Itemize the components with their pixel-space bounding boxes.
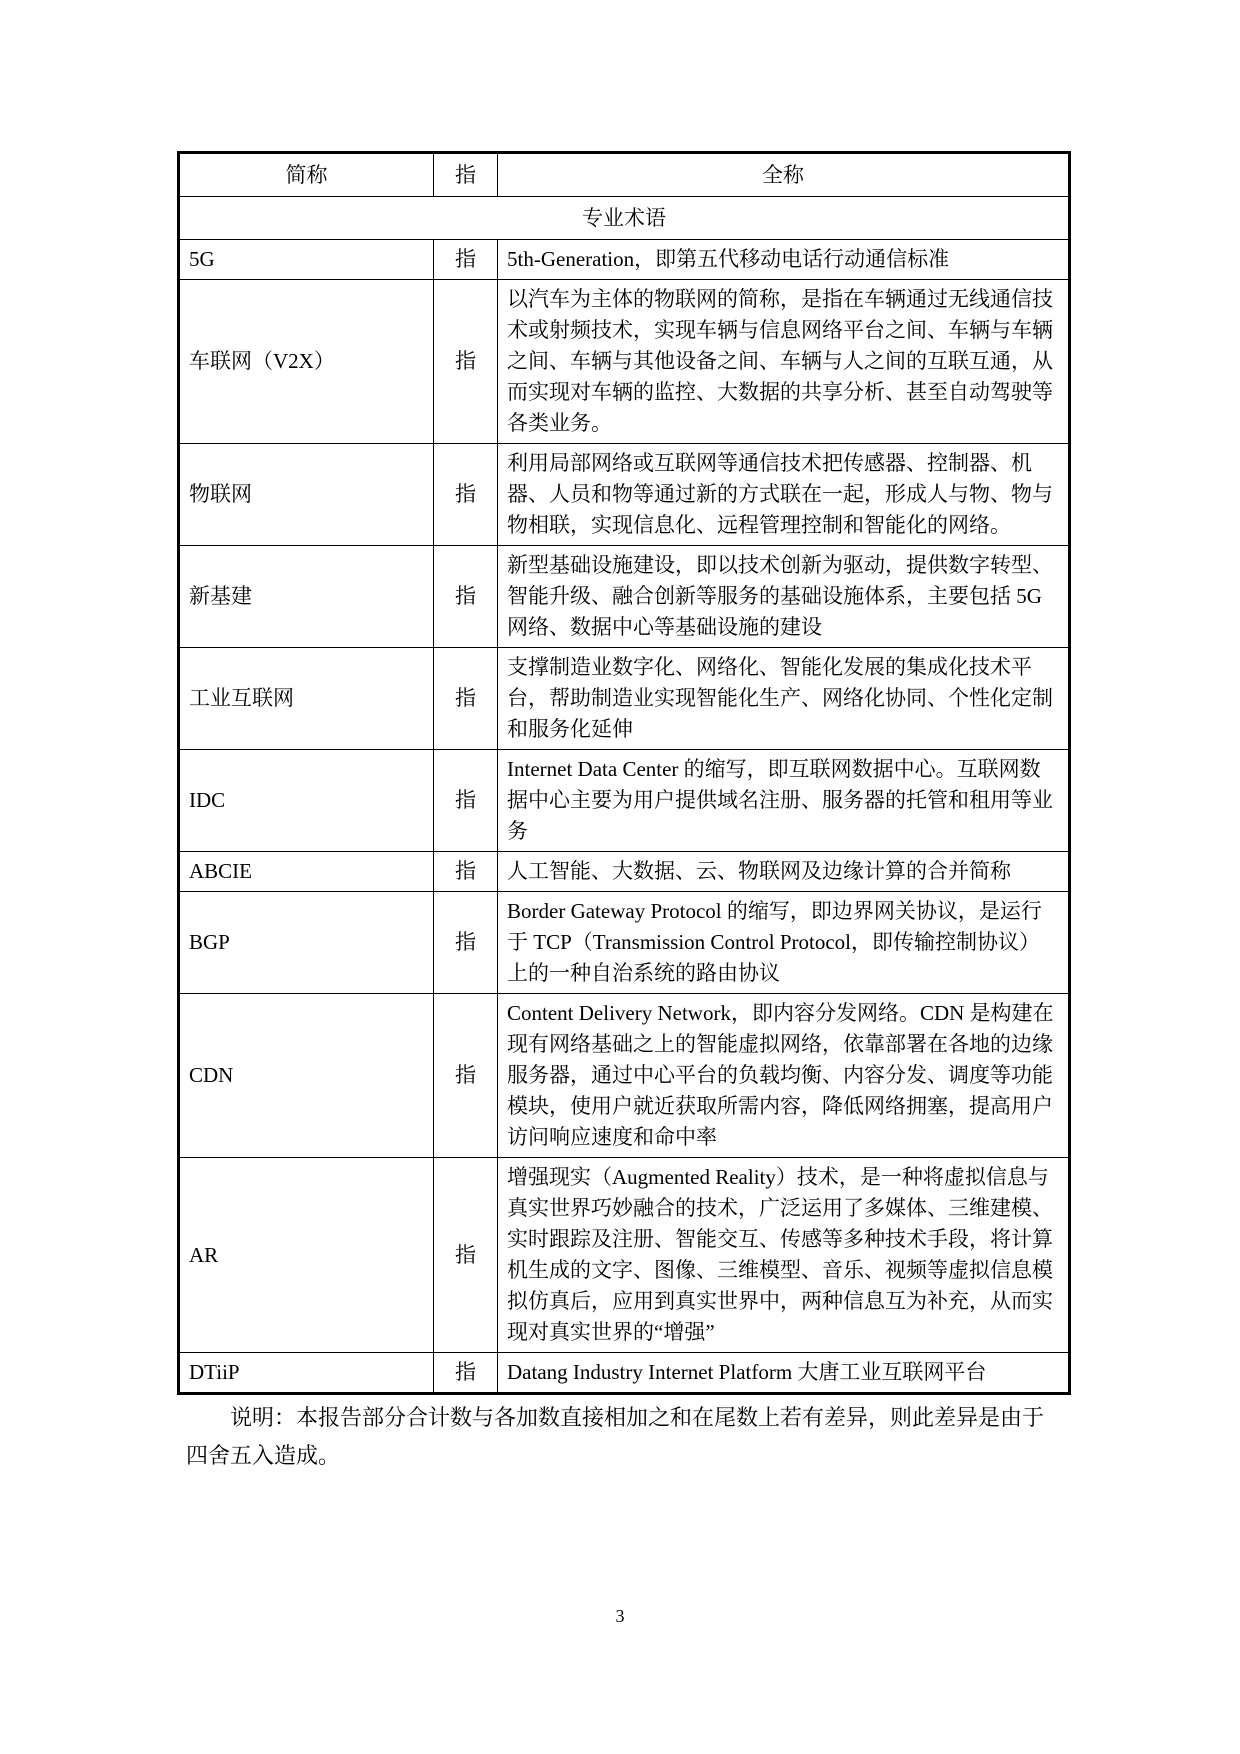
zhi-cell: 指 [434, 852, 498, 892]
full-cell: 5th-Generation，即第五代移动电话行动通信标准 [498, 240, 1070, 280]
zhi-cell: 指 [434, 750, 498, 852]
full-cell: 新型基础设施建设，即以技术创新为驱动，提供数字转型、智能升级、融合创新等服务的基础设施体系，主要包括 5G 网络、数据中心等基础设施的建设 [498, 546, 1070, 648]
zhi-cell: 指 [434, 280, 498, 444]
table-row [179, 648, 1070, 750]
table-row [179, 444, 1070, 546]
glossary-table [177, 151, 1071, 1395]
zhi-cell: 指 [434, 444, 498, 546]
zhi-cell: 指 [434, 546, 498, 648]
abbr-cell: 物联网 [179, 444, 434, 546]
table-row [179, 892, 1070, 994]
section-title: 专业术语 [179, 197, 1070, 240]
table-header-row [179, 153, 1070, 197]
full-cell: 以汽车为主体的物联网的简称，是指在车辆通过无线通信技术或射频技术，实现车辆与信息网络平台之间、车辆与车辆之间、车辆与其他设备之间、车辆与人之间的互联互通，从而实现对车辆的监控、大数据的共享分析、甚至自动驾驶等各类业务。 [498, 280, 1070, 444]
table-row [179, 240, 1070, 280]
abbr-cell: AR [179, 1158, 434, 1353]
zhi-cell: 指 [434, 1158, 498, 1353]
abbr-cell: BGP [179, 892, 434, 994]
full-cell: 增强现实（Augmented Reality）技术，是一种将虚拟信息与真实世界巧妙融合的技术，广泛运用了多媒体、三维建模、实时跟踪及注册、智能交互、传感等多种技术手段，将计算机生成的文字、图像、三维模型、音乐、视频等虚拟信息模拟仿真后，应用到真实世界中，两种信息互为补充，从而实现对真实世界的“增强” [498, 1158, 1070, 1353]
zhi-cell: 指 [434, 994, 498, 1158]
page-number: 3 [615, 1606, 625, 1626]
header-zhi: 指 [434, 153, 498, 197]
zhi-cell: 指 [434, 892, 498, 994]
table-row [179, 1158, 1070, 1353]
full-cell: 支撑制造业数字化、网络化、智能化发展的集成化技术平台，帮助制造业实现智能化生产、网络化协同、个性化定制和服务化延伸 [498, 648, 1070, 750]
abbr-cell: 车联网（V2X） [179, 280, 434, 444]
table-row [179, 750, 1070, 852]
header-abbr: 简称 [179, 153, 434, 197]
abbr-cell: 工业互联网 [179, 648, 434, 750]
full-cell: 利用局部网络或互联网等通信技术把传感器、控制器、机器、人员和物等通过新的方式联在一起，形成人与物、物与物相联，实现信息化、远程管理控制和智能化的网络。 [498, 444, 1070, 546]
table-row [179, 1353, 1070, 1394]
abbr-cell: 新基建 [179, 546, 434, 648]
full-cell: Datang Industry Internet Platform 大唐工业互联网平台 [498, 1353, 1070, 1394]
table-row [179, 546, 1070, 648]
zhi-cell: 指 [434, 1353, 498, 1394]
table-row [179, 994, 1070, 1158]
section-row [179, 197, 1070, 240]
zhi-cell: 指 [434, 240, 498, 280]
header-full: 全称 [498, 153, 1070, 197]
table-row [179, 280, 1070, 444]
table-row [179, 852, 1070, 892]
full-cell: Content Delivery Network，即内容分发网络。CDN 是构建在现有网络基础之上的智能虚拟网络，依靠部署在各地的边缘服务器，通过中心平台的负载均衡、内容分发、调度等功能模块，使用户就近获取所需内容，降低网络拥塞，提高用户访问响应速度和命中率 [498, 994, 1070, 1158]
full-cell: Internet Data Center 的缩写，即互联网数据中心。互联网数据中心主要为用户提供域名注册、服务器的托管和租用等业务 [498, 750, 1070, 852]
abbr-cell: DTiiP [179, 1353, 434, 1394]
full-cell: 人工智能、大数据、云、物联网及边缘计算的合并简称 [498, 852, 1070, 892]
zhi-cell: 指 [434, 648, 498, 750]
footnote: 说明：本报告部分合计数与各加数直接相加之和在尾数上若有差异，则此差异是由于四舍五入造成。 [186, 1406, 1045, 1469]
abbr-cell: CDN [179, 994, 434, 1158]
abbr-cell: IDC [179, 750, 434, 852]
full-cell: Border Gateway Protocol 的缩写，即边界网关协议，是运行于 TCP（Transmission Control Protocol，即传输控制协议）上的一种自治系统的路由协议 [498, 892, 1070, 994]
abbr-cell: 5G [179, 240, 434, 280]
abbr-cell: ABCIE [179, 852, 434, 892]
